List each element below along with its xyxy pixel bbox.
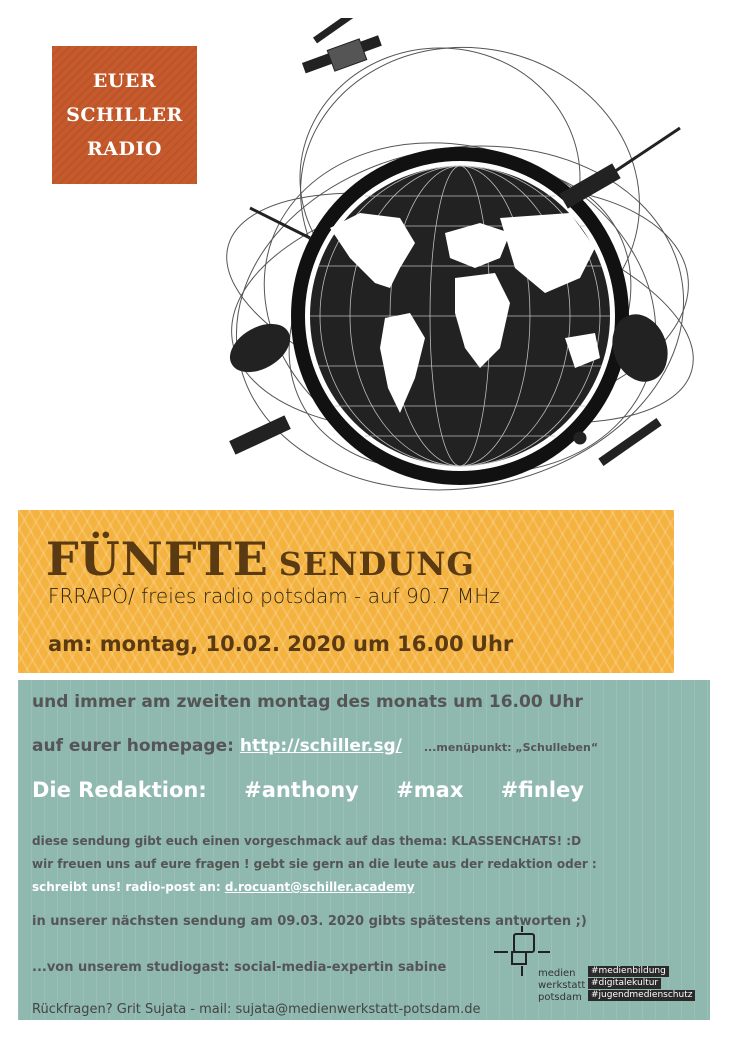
homepage-label: auf eurer homepage: <box>32 736 234 756</box>
tag-finley: #finley <box>500 778 584 802</box>
partner-name-line-3: potsdam <box>538 992 582 1003</box>
banner-title <box>46 532 475 586</box>
logo-line-3: RADIO <box>87 138 162 160</box>
homepage-line <box>32 736 598 756</box>
partner-name-line-2: werkstatt <box>538 980 586 991</box>
homepage-link[interactable]: http://schiller.sg/ <box>239 736 402 756</box>
logo-line-1: EUER <box>92 70 157 92</box>
mail-prefix: schreibt uns! radio-post an: <box>32 880 221 894</box>
body-line-2: wir freuen uns auf eure fragen ! gebt sie gern an die leute aus der redaktion oder : <box>32 857 597 871</box>
station-info: FRRAPÒ/ freies radio potsdam - auf 90.7 MHz <box>48 584 500 608</box>
body-line-3 <box>32 876 597 899</box>
title-funfte: FÜNFTE <box>46 532 269 586</box>
hashtag-digitalekultur: #digitalekultur <box>588 978 661 989</box>
tag-max: #max <box>396 778 464 802</box>
contact-line: Rückfragen? Grit Sujata - mail: sujata@medienwerkstatt-potsdam.de <box>32 1002 481 1017</box>
broadcast-banner <box>18 510 674 673</box>
tag-anthony: #anthony <box>244 778 359 802</box>
logo-line-2: SCHILLER <box>66 104 183 126</box>
medienwerkstatt-name <box>538 968 585 1004</box>
contact-email-link[interactable]: d.rocuant@schiller.academy <box>224 880 415 894</box>
description-text <box>32 830 597 899</box>
next-show-line: in unserer nächsten sendung am 09.03. 2020 gibts spätestens antworten ;) <box>32 914 587 929</box>
globe-icon <box>210 18 710 498</box>
guest-line: ...von unserem studiogast: social-media-expertin sabine <box>32 960 447 975</box>
partner-name-line-1: medien <box>538 968 576 979</box>
hashtag-medienbildung: #medienbildung <box>588 966 669 977</box>
schedule-line: und immer am zweiten montag des monats um 16.00 Uhr <box>32 692 583 712</box>
redaktion-line <box>32 778 614 802</box>
menu-hint: ...menüpunkt: „Schulleben“ <box>423 741 599 754</box>
schiller-radio-logo <box>52 46 197 184</box>
hashtag-jugendmedienschutz: #jugendmedienschutz <box>588 990 695 1001</box>
partner-hashtags <box>588 966 695 1002</box>
broadcast-date: am: montag, 10.02. 2020 um 16.00 Uhr <box>48 632 514 656</box>
globe-satellite-illustration <box>210 18 710 498</box>
body-line-1: diese sendung gibt euch einen vorgeschmack auf das thema: KLASSENCHATS! :D <box>32 834 582 848</box>
redaktion-label: Die Redaktion: <box>32 778 207 802</box>
title-sendung: SENDUNG <box>278 545 475 583</box>
